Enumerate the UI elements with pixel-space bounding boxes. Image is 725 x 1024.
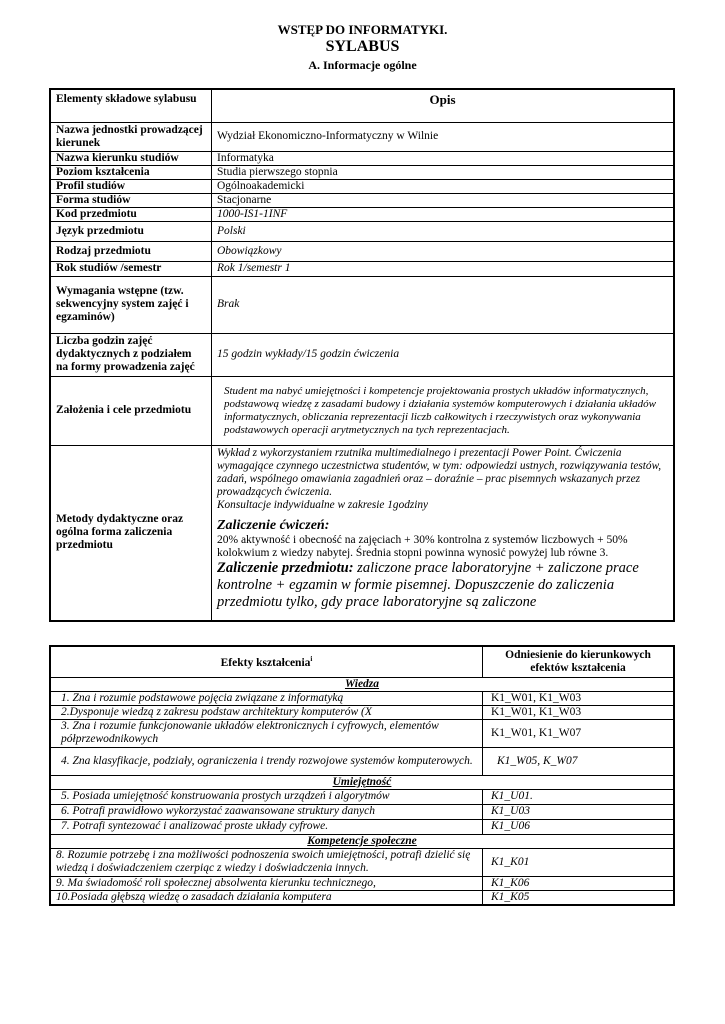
row-label: Rok studiów /semestr — [50, 261, 212, 276]
row-label: Profil studiów — [50, 179, 212, 193]
row-label: Założenia i cele przedmiotu — [50, 376, 212, 445]
outcome-item: 10.Posiada głębszą wiedzę o zasadach działania komputera — [50, 890, 483, 905]
document-subtitle-sylabus: SYLABUS — [325, 38, 400, 55]
outcomes-table — [49, 645, 675, 906]
section-heading: A. Informacje ogólne — [308, 58, 417, 72]
methods-text: Wykład z wykorzystaniem rzutnika multimedialnego i prezentacji Power Point. Ćwiczenia wymagające czynnego uczestnictwa studentów, w tym: odpowiedzi ustnych, rozwiązywania testów, zadań, wspólnego omawiania zagadnień oraz – doraźnie – prac pisemnych wskazanych przez prowadzących ćwiczenia. — [217, 446, 662, 498]
consultations-text: Konsultacje indywidualne w zakresie 1godziny — [217, 498, 429, 511]
general-info-table — [49, 88, 675, 622]
outcome-ref: K1_U03 — [483, 804, 675, 819]
row-value: Obowiązkowy — [212, 241, 675, 261]
row-value: Informatyka — [212, 151, 675, 165]
row-label-methods: Metody dydaktyczne oraz ogólna forma zaliczenia przedmiotu — [50, 445, 212, 621]
category-knowledge: Wiedza — [50, 677, 674, 691]
row-value: Studia pierwszego stopnia — [212, 165, 675, 179]
outcome-item: 6. Potrafi prawidłowo wykorzystać zaawansowane struktury danych — [50, 804, 483, 819]
row-label: Wymagania wstępne (tzw. sekwencyjny system zajęć i egzaminów) — [50, 276, 212, 333]
methods-cell — [212, 445, 675, 621]
row-label: Forma studiów — [50, 193, 212, 207]
col-header-reference: Odniesienie do kierunkowych efektów kształcenia — [483, 646, 675, 677]
outcome-item: 1. Zna i rozumie podstawowe pojęcia związane z informatyką — [50, 691, 483, 705]
outcome-ref: K1_U06 — [483, 819, 675, 834]
col-header-description: Opis — [212, 89, 675, 122]
outcome-ref: K1_K06 — [483, 876, 675, 890]
col-header-outcomes: Efekty kształcenia$^i$ — [50, 646, 483, 677]
outcome-item: 3. Zna i rozumie funkcjonowanie układów elektronicznych i cyfrowych, elementów półprzewodnikowych — [50, 719, 483, 747]
outcome-ref: K1_W01, K1_W03 — [483, 705, 675, 719]
outcome-item: 2.Dysponuje wiedzą z zakresu podstaw architektury komputerów (X — [50, 705, 483, 719]
outcome-item: 8. Rozumie potrzebę i zna możliwości podnoszenia swoich umiejętności, potrafi dzielić się wiedzą i doświadczeniem czerpiąc z wiedzy i doświadczenia innych. — [50, 848, 483, 876]
outcome-ref: K1_K01 — [483, 848, 675, 876]
row-label: Kod przedmiotu — [50, 207, 212, 221]
row-value: Ogólnoakademicki — [212, 179, 675, 193]
row-value: Polski — [212, 221, 675, 241]
row-value: 15 godzin wykłady/15 godzin ćwiczenia — [212, 333, 675, 376]
row-value: Student ma nabyć umiejętności i kompetencje projektowania prostych układów informatycznych, podstawową wiedzę z zasadami budowy i działania systemów komputerowych i działania układów informatycznych, obliczania reprezentacji liczb całkowitych i rzeczywistych oraz wykonywania podstawowych operacji arytmetycznych na tych reprezentacjach. — [212, 376, 675, 445]
row-value: Wydział Ekonomiczno-Informatyczny w Wilnie — [212, 122, 675, 151]
outcome-item: 7. Potrafi syntezować i analizować proste układy cyfrowe. — [50, 819, 483, 834]
category-skills: Umiejętność — [50, 775, 674, 789]
row-value: Stacjonarne — [212, 193, 675, 207]
row-label: Nazwa jednostki prowadzącej kierunek — [50, 122, 212, 151]
course-credit — [217, 560, 668, 611]
category-social-competences: Kompetencje społeczne — [50, 834, 674, 848]
outcome-ref: K1_W01, K1_W03 — [483, 691, 675, 705]
row-label: Rodzaj przedmiotu — [50, 241, 212, 261]
row-value: Brak — [212, 276, 675, 333]
document-title: WSTĘP DO INFORMATYKI. — [277, 22, 448, 37]
outcome-item: 9. Ma świadomość roli społecznej absolwenta kierunku technicznego, — [50, 876, 483, 890]
exercises-credit-text: 20% aktywność i obecność na zajęciach + 30% kontrolna z systemów liczbowych + 50% kolokwium z wiedzy nabytej. Średnia stopni powinna wynosić powyżej lub równe 3. — [217, 533, 628, 559]
row-label: Poziom kształcenia — [50, 165, 212, 179]
row-value: 1000-IS1-1INF — [212, 207, 675, 221]
row-value: Rok 1/semestr 1 — [212, 261, 675, 276]
row-label: Język przedmiotu — [50, 221, 212, 241]
outcome-item: 4. Zna klasyfikacje, podziały, ograniczenia i trendy rozwojowe systemów komputerowych. — [50, 747, 483, 775]
outcome-ref: K1_W05, K_W07 — [483, 747, 675, 775]
outcome-item: 5. Posiada umiejętność konstruowania prostych urządzeń i algorytmów — [50, 789, 483, 804]
outcome-ref: K1_W01, K1_W07 — [483, 719, 675, 747]
exercises-credit-title: Zaliczenie ćwiczeń: — [217, 517, 330, 533]
row-label: Nazwa kierunku studiów — [50, 151, 212, 165]
outcome-ref: K1_K05 — [483, 890, 675, 905]
col-header-elements: Elementy składowe sylabusu — [50, 89, 212, 122]
course-credit-text: zaliczone prace laboratoryjne + zaliczone prace kontrolne + egzamin w formie pisemnej. Dopuszczenie do zaliczenia przedmiotu tylko, gdy prace laboratoryjne są zaliczone — [217, 559, 639, 610]
outcome-ref: K1_U01. — [483, 789, 675, 804]
course-credit-title: Zaliczenie przedmiotu: — [217, 559, 354, 576]
row-label: Liczba godzin zajęć dydaktycznych z podziałem na formy prowadzenia zajęć — [50, 333, 212, 376]
